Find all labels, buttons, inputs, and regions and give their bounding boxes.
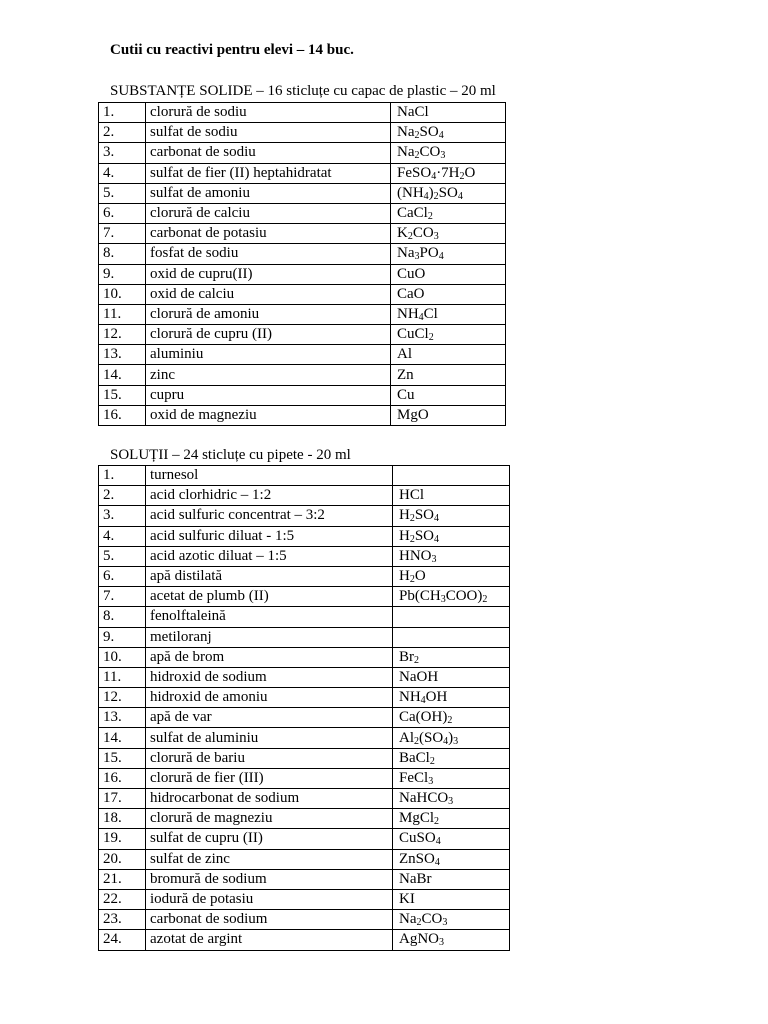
substance-name: apă de var [146,708,393,728]
row-number: 20. [99,849,146,869]
substance-name: zinc [146,365,391,385]
substance-name: clorură de bariu [146,748,393,768]
row-number: 9. [99,264,146,284]
table-row [99,123,506,143]
substance-name: sulfat de amoniu [146,183,391,203]
chemical-formula: $(NH_4)_2SO_4$ [391,183,506,203]
chemical-formula: $H_2O$ [393,566,510,586]
substance-name: clorură de cupru (II) [146,325,391,345]
substance-name: iodură de potasiu [146,889,393,909]
substance-name: carbonat de sodium [146,910,393,930]
row-number: 7. [99,224,146,244]
substance-name: acid sulfuric diluat - 1:5 [146,526,393,546]
table-row [99,466,510,486]
substance-name: sulfat de zinc [146,849,393,869]
table-row [99,930,510,950]
substance-name: hidrocarbonat de sodium [146,789,393,809]
substance-name: apă distilată [146,566,393,586]
solids-heading: SUBSTANȚE SOLIDE – 16 sticluțe cu capac de plastic – 20 ml [110,83,496,99]
table-row [99,789,510,809]
chemical-formula: CuO [391,264,506,284]
table-row [99,688,510,708]
solutions-table-body [99,466,510,951]
table-row [99,627,510,647]
substance-name: hidroxid de amoniu [146,688,393,708]
chemical-formula: $Pb(CH_3COO)_2$ [393,587,510,607]
chemical-formula: AgNO$_3$ [393,930,510,950]
chemical-formula: HCl [393,486,510,506]
substance-name: acid sulfuric concentrat – 3:2 [146,506,393,526]
row-number: 13. [99,345,146,365]
row-number: 8. [99,244,146,264]
row-number: 7. [99,587,146,607]
table-row [99,224,506,244]
substance-name: clorură de fier (III) [146,768,393,788]
solids-table [98,102,506,426]
row-number: 4. [99,163,146,183]
row-number: 19. [99,829,146,849]
chemical-formula: Cu [391,385,506,405]
table-row [99,486,510,506]
solutions-table [98,465,510,951]
table-row [99,325,506,345]
table-row [99,304,506,324]
row-number: 21. [99,869,146,889]
chemical-formula: $Al_2(SO_4)_3$ [393,728,510,748]
chemical-formula: $HNO_3$ [393,546,510,566]
substance-name: aluminiu [146,345,391,365]
chemical-formula: $K_2CO_3$ [391,224,506,244]
table-row [99,587,510,607]
table-row [99,889,510,909]
table-row [99,768,510,788]
chemical-formula: MgO [391,405,506,425]
chemical-formula: CuSO$_4$ [393,829,510,849]
chemical-formula: Al [391,345,506,365]
row-number: 1. [99,466,146,486]
row-number: 23. [99,910,146,930]
chemical-formula [393,466,510,486]
chemical-formula: Zn [391,365,506,385]
table-row [99,506,510,526]
chemical-formula: $Na_2CO_3$ [391,143,506,163]
row-number: 12. [99,325,146,345]
row-number: 5. [99,183,146,203]
row-number: 4. [99,526,146,546]
substance-name: sulfat de sodiu [146,123,391,143]
table-row [99,647,510,667]
table-row [99,405,506,425]
row-number: 13. [99,708,146,728]
chemical-formula [393,607,510,627]
table-row [99,708,510,728]
solids-table-body [99,103,506,426]
table-row [99,284,506,304]
chemical-formula: CaCl$_2$ [391,203,506,223]
substance-name: oxid de cupru(II) [146,264,391,284]
table-row [99,103,506,123]
chemical-formula: NaBr [393,869,510,889]
chemical-formula: NaOH [393,667,510,687]
table-row [99,809,510,829]
row-number: 9. [99,627,146,647]
row-number: 5. [99,546,146,566]
substance-name: apă de brom [146,647,393,667]
table-row [99,607,510,627]
substance-name: acid azotic diluat – 1:5 [146,546,393,566]
row-number: 15. [99,748,146,768]
table-row [99,546,510,566]
substance-name: oxid de magneziu [146,405,391,425]
row-number: 1. [99,103,146,123]
substance-name: acetat de plumb (II) [146,587,393,607]
table-row [99,365,506,385]
row-number: 14. [99,365,146,385]
substance-name: fosfat de sodiu [146,244,391,264]
substance-name: clorură de sodiu [146,103,391,123]
chemical-formula: FeCl$_3$ [393,768,510,788]
table-row [99,728,510,748]
table-row [99,667,510,687]
chemical-formula: $NH_4Cl$ [391,304,506,324]
substance-name: carbonat de sodiu [146,143,391,163]
substance-name: cupru [146,385,391,405]
chemical-formula: NaCl [391,103,506,123]
chemical-formula: NaHCO$_3$ [393,789,510,809]
row-number: 2. [99,486,146,506]
table-row [99,143,506,163]
table-row [99,244,506,264]
substance-name: sulfat de fier (II) heptahidratat [146,163,391,183]
table-row [99,869,510,889]
chemical-formula: BaCl$_2$ [393,748,510,768]
table-row [99,526,510,546]
substance-name: bromură de sodium [146,869,393,889]
substance-name: acid clorhidric – 1:2 [146,486,393,506]
substance-name: clorură de calciu [146,203,391,223]
table-row [99,748,510,768]
row-number: 11. [99,304,146,324]
table-row [99,203,506,223]
chemical-formula: $NH_4OH$ [393,688,510,708]
substance-name: clorură de amoniu [146,304,391,324]
row-number: 6. [99,203,146,223]
row-number: 12. [99,688,146,708]
table-row [99,264,506,284]
row-number: 16. [99,405,146,425]
substance-name: carbonat de potasiu [146,224,391,244]
document-title: Cutii cu reactivi pentru elevi – 14 buc. [110,42,354,58]
row-number: 15. [99,385,146,405]
chemical-formula: CuCl$_2$ [391,325,506,345]
row-number: 18. [99,809,146,829]
chemical-formula: ZnSO$_4$ [393,849,510,869]
chemical-formula: $H_2SO_4$ [393,506,510,526]
row-number: 24. [99,930,146,950]
substance-name: sulfat de aluminiu [146,728,393,748]
table-row [99,385,506,405]
chemical-formula: $FeSO_4\cdot 7H_2O$ [391,163,506,183]
row-number: 14. [99,728,146,748]
table-row [99,829,510,849]
row-number: 6. [99,566,146,586]
chemical-formula: $Br_2$ [393,647,510,667]
chemical-formula: $Ca(OH)_2$ [393,708,510,728]
chemical-formula: $Na_3PO_4$ [391,244,506,264]
substance-name: oxid de calciu [146,284,391,304]
row-number: 3. [99,506,146,526]
table-row [99,566,510,586]
table-row [99,345,506,365]
chemical-formula: $Na_2CO_3$ [393,910,510,930]
row-number: 11. [99,667,146,687]
solutions-heading: SOLUȚII – 24 sticluțe cu pipete - 20 ml [110,447,351,463]
chemical-formula: $Na_2SO_4$ [391,123,506,143]
row-number: 10. [99,647,146,667]
table-row [99,849,510,869]
table-row [99,163,506,183]
row-number: 16. [99,768,146,788]
substance-name: clorură de magneziu [146,809,393,829]
substance-name: hidroxid de sodium [146,667,393,687]
row-number: 2. [99,123,146,143]
chemical-formula: KI [393,889,510,909]
chemical-formula: $H_2SO_4$ [393,526,510,546]
row-number: 3. [99,143,146,163]
substance-name: fenolftaleină [146,607,393,627]
row-number: 22. [99,889,146,909]
chemical-formula: CaO [391,284,506,304]
chemical-formula: MgCl$_2$ [393,809,510,829]
chemical-formula [393,627,510,647]
table-row [99,910,510,930]
substance-name: azotat de argint [146,930,393,950]
substance-name: metiloranj [146,627,393,647]
table-row [99,183,506,203]
row-number: 17. [99,789,146,809]
substance-name: sulfat de cupru (II) [146,829,393,849]
row-number: 8. [99,607,146,627]
substance-name: turnesol [146,466,393,486]
row-number: 10. [99,284,146,304]
